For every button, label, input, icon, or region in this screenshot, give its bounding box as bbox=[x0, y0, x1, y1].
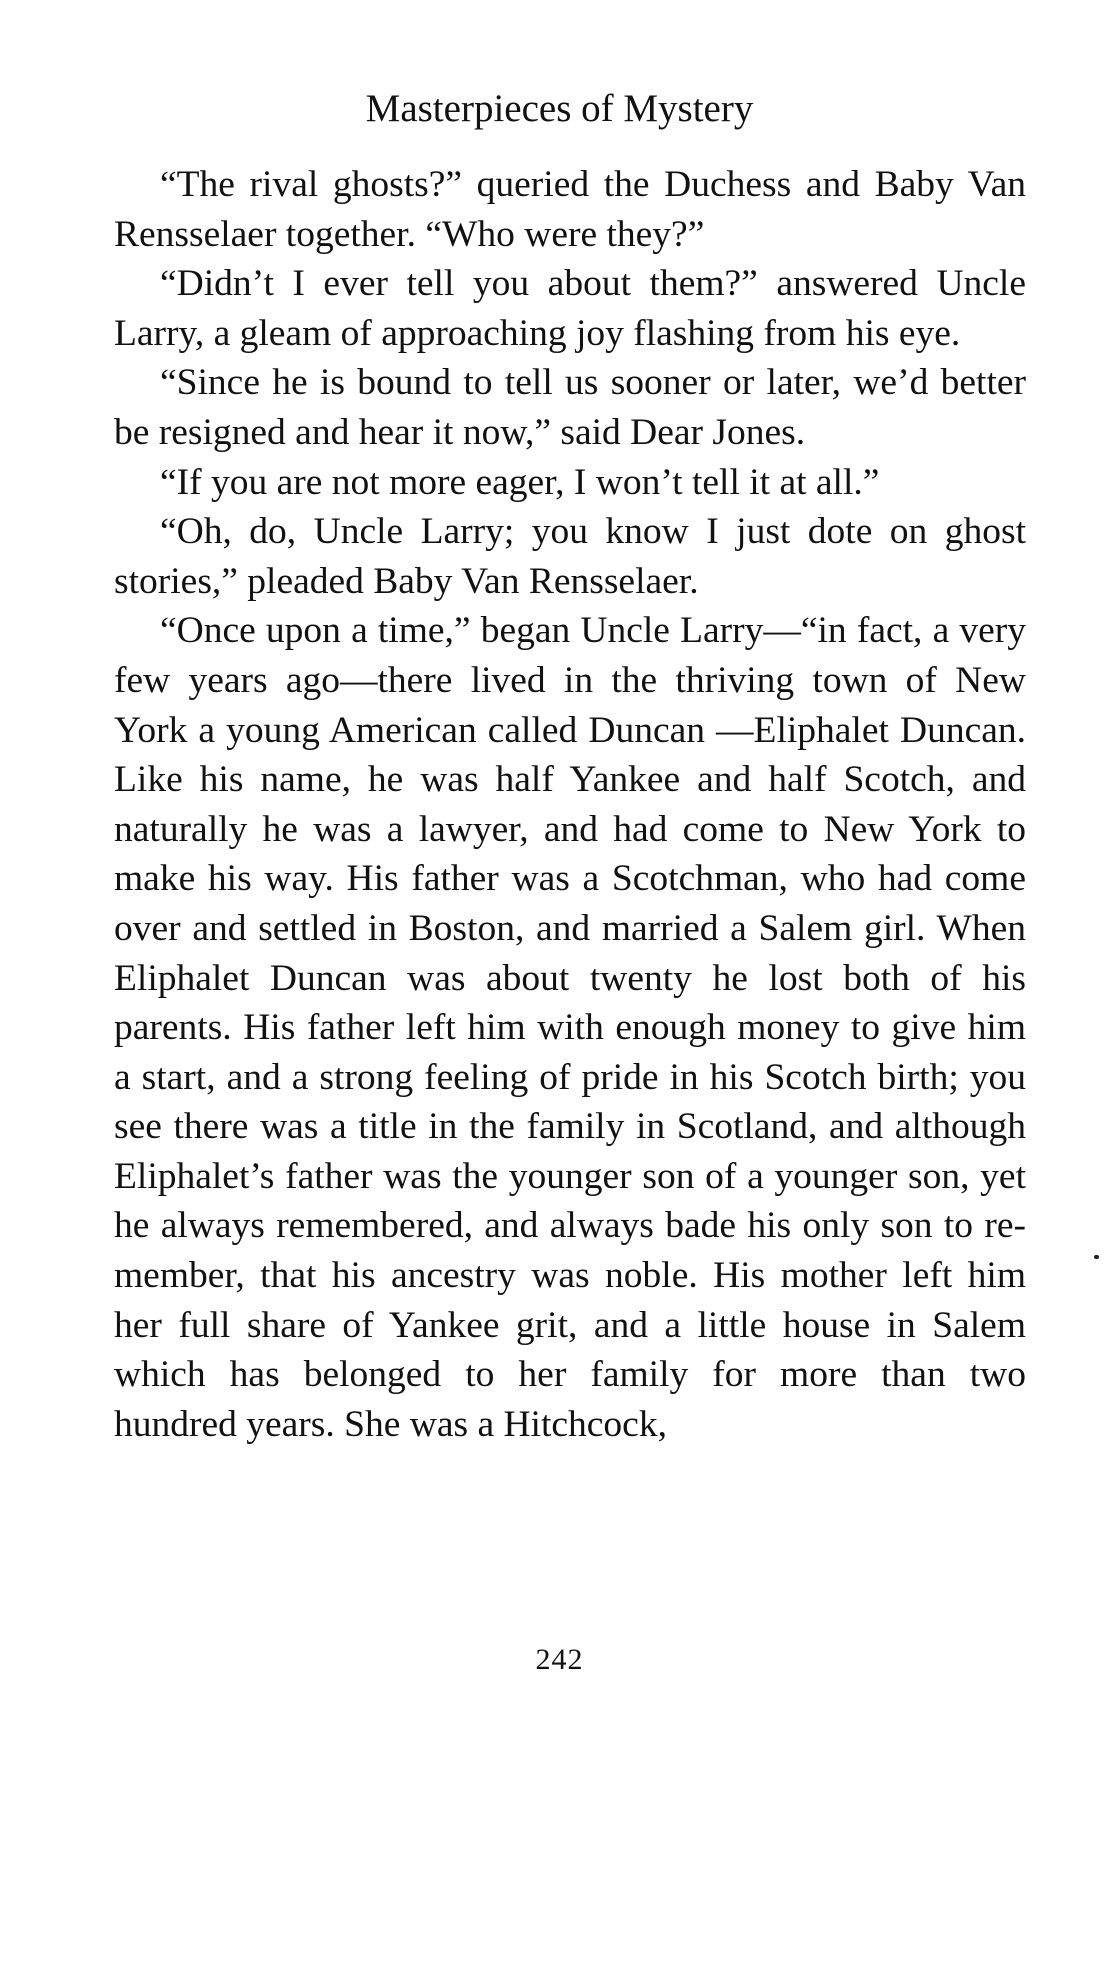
paragraph: “Oh, do, Uncle Larry; you know I just dote on ghost stories,” pleaded Baby Van Rensselaer. bbox=[114, 511, 1026, 602]
paragraph: “Didn’t I ever tell you about them?” answered Uncle Larry, a gleam of approaching joy flashing from his eye. bbox=[114, 263, 1026, 354]
paragraph: “If you are not more eager, I won’t tell it at all.” bbox=[160, 461, 880, 503]
paragraph: “The rival ghosts?” queried the Duchess and Baby Van Rensselaer together. “Who were they?” bbox=[114, 164, 1026, 255]
paragraph: “Once upon a time,” began Uncle Larry—“in fact, a very few years ago—there lived in the thriving town of New York a young American called Duncan —Eliphalet Duncan. Like his name, he was half Yankee and half Scotch, and naturally he was a lawyer, and had come to New York to make his way. His father was a Scotchman, who had come over and settled in Boston, and married a Salem girl. When Eliphalet Duncan was about twenty he lost both of his parents. His father left him with enough money to give him a start, and a strong feeling of pride in his Scotch birth; you see there was a title in the family in Scotland, and although Eliphalet’s father was the younger son of a younger son, yet he always remembered, and always bade his only son to re-member, that his ancestry was noble. His mother left him her full share of Yankee grit, and a little house in Salem which has belonged to her family for more than two hundred years. She was a Hitchcock, bbox=[114, 610, 1026, 1445]
running-head: Masterpieces of Mystery bbox=[365, 87, 754, 130]
body-text bbox=[114, 160, 1026, 1449]
margin-speck bbox=[1094, 1255, 1099, 1259]
paragraph: “Since he is bound to tell us sooner or later, we’d better be resigned and hear it now,” said Dear Jones. bbox=[114, 362, 1026, 453]
page-number: 242 bbox=[535, 1643, 584, 1676]
